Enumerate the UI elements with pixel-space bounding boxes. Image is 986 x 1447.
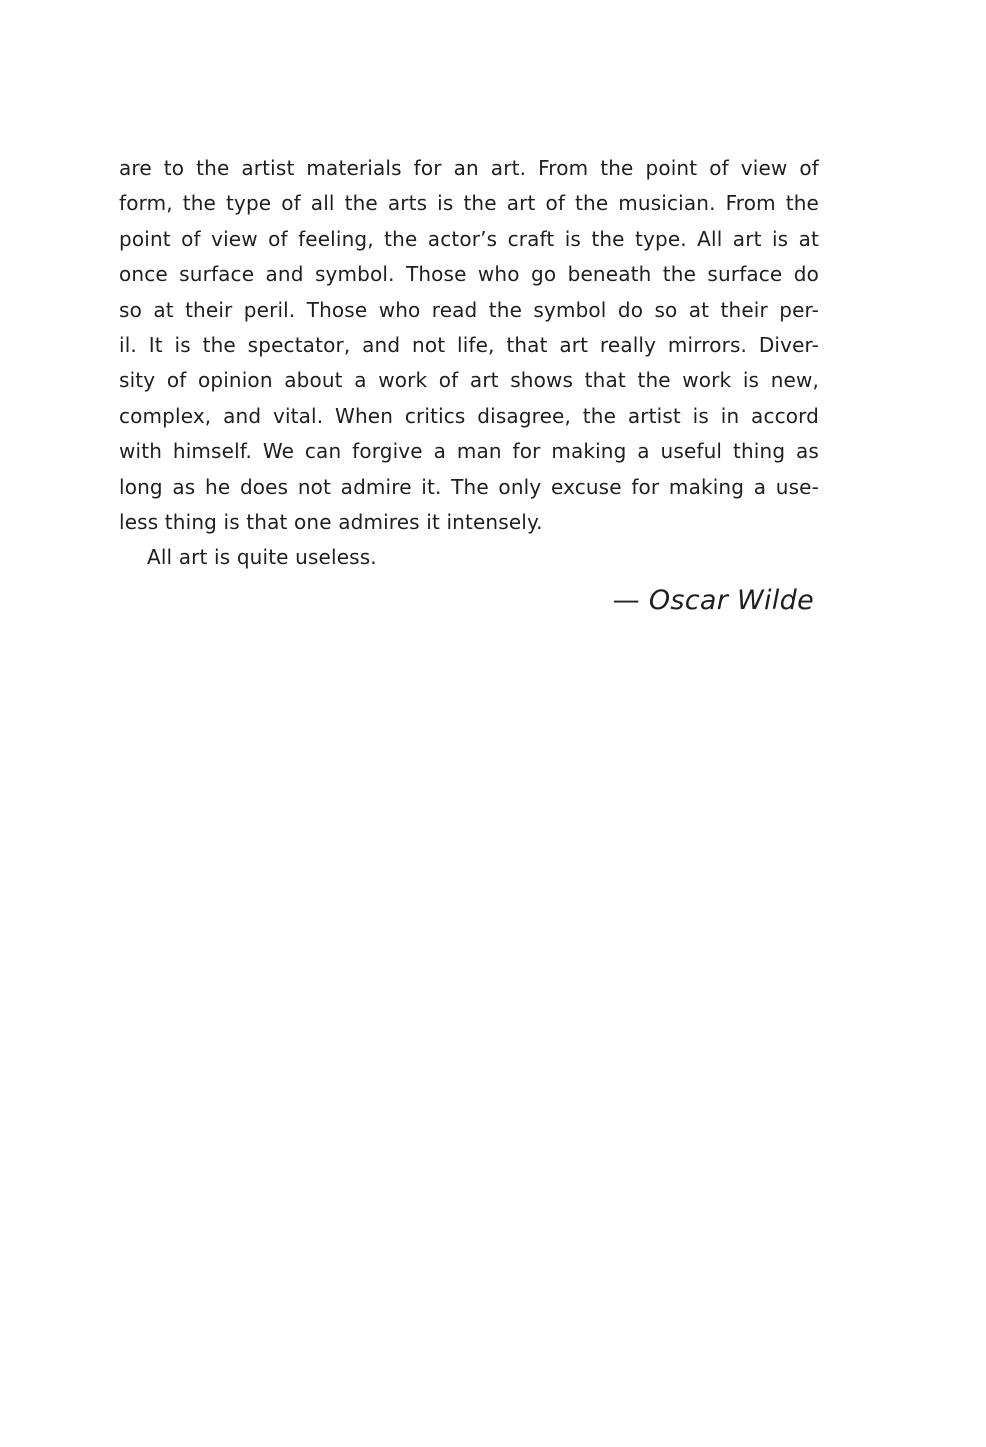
attribution: — Oscar Wilde [612,585,814,616]
text-line: complex, and vital. When critics disagree, the artist is in accord [119,403,819,428]
quote-body [119,151,819,576]
text-line: so at their peril. Those who read the symbol do so at their per- [119,297,819,322]
text-line: less thing is that one admires it intensely. [119,509,543,534]
text-line: are to the artist materials for an art. From the point of view of [119,156,819,180]
text-line: form, the type of all the arts is the art of the musician. From the [119,191,819,216]
text-line: once surface and symbol. Those who go beneath the surface do [119,262,819,287]
text-line: point of view of feeling, the actor’s craft is the type. All art is at [119,226,819,251]
text-line: il. It is the spectator, and not life, that art really mirrors. Diver- [119,332,819,357]
text-line: with himself. We can forgive a man for making a useful thing as [119,439,819,464]
text-line: sity of opinion about a work of art shows that the work is new, [119,368,819,393]
closing-line: All art is quite useless. [147,545,377,570]
text-line: long as he does not admire it. The only excuse for making a use- [119,474,819,499]
